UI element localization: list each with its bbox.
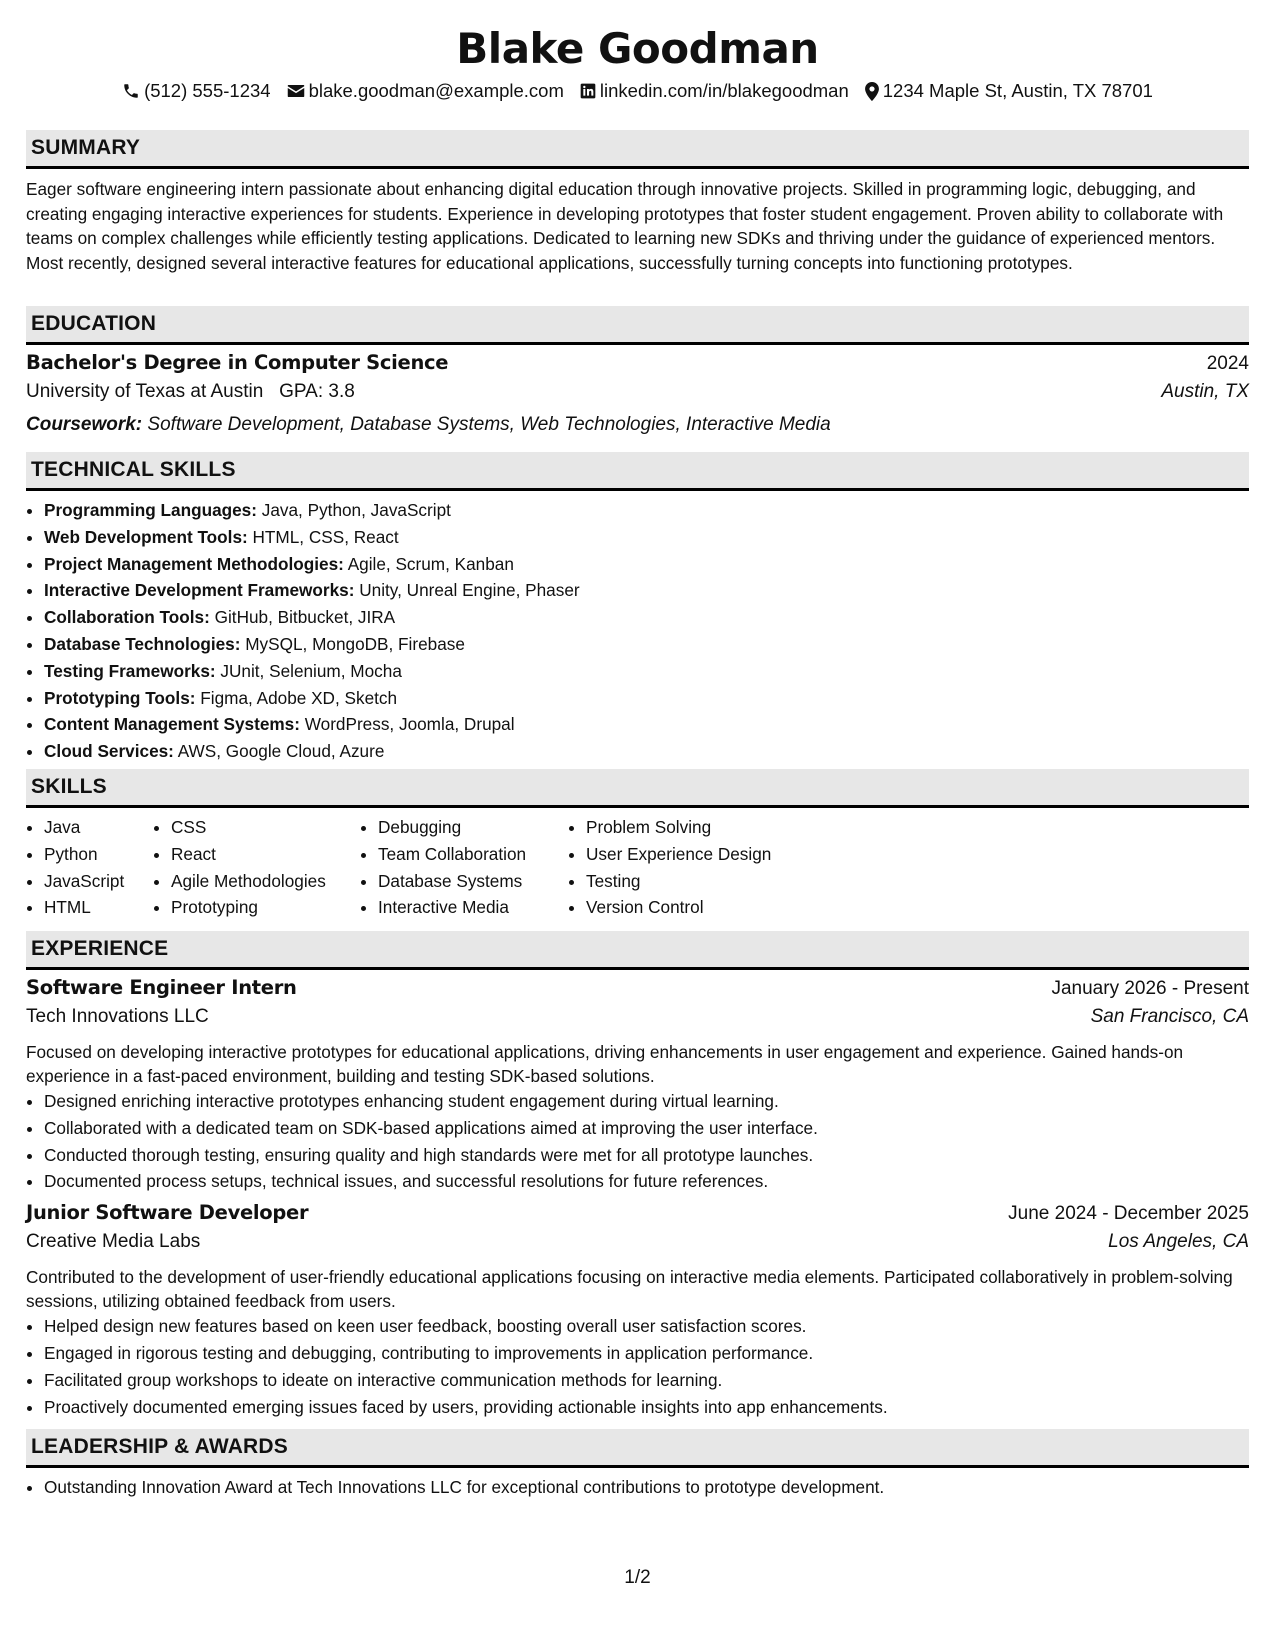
list-item: • Web Development Tools: HTML, CSS, React xyxy=(44,524,1249,551)
contact-address-text: 1234 Maple St, Austin, TX 78701 xyxy=(882,80,1153,101)
job-company-row xyxy=(26,1006,1249,1037)
list-item: • Testing xyxy=(586,868,828,895)
map-pin-icon xyxy=(865,82,879,101)
contact-linkedin[interactable] xyxy=(580,78,849,104)
job-title-row xyxy=(26,976,1249,1006)
envelope-icon xyxy=(287,83,305,99)
list-item: • JavaScript xyxy=(44,868,153,895)
job-location: Los Angeles, CA xyxy=(1108,1231,1249,1253)
linkedin-icon xyxy=(580,83,596,99)
contact-bar xyxy=(26,78,1249,104)
education-section xyxy=(26,306,1249,439)
school-location: Austin, TX xyxy=(1161,381,1249,402)
job-bullets xyxy=(26,1313,1249,1420)
list-item: • Collaboration Tools: GitHub, Bitbucket, JIRA xyxy=(44,604,1249,631)
school-name: University of Texas at Austin xyxy=(26,381,264,402)
leadership-section xyxy=(26,1429,1249,1501)
job-dates: January 2026 - Present xyxy=(1051,978,1249,999)
skills-column-2 xyxy=(153,814,360,921)
list-item: • Collaborated with a dedicated team on SDK-based applications aimed at improving the user interface. xyxy=(44,1115,1249,1142)
leadership-list xyxy=(26,1474,1249,1501)
list-item: • Team Collaboration xyxy=(378,841,568,868)
list-item: • Debugging xyxy=(378,814,568,841)
job-company: Creative Media Labs xyxy=(26,1231,201,1253)
contact-email[interactable] xyxy=(287,78,564,104)
skills-column-3 xyxy=(360,814,568,921)
list-item: • Cloud Services: AWS, Google Cloud, Azure xyxy=(44,738,1249,765)
list-item: • Engaged in rigorous testing and debugging, contributing to improvements in application performance. xyxy=(44,1340,1249,1367)
coursework-label: Coursework: xyxy=(26,414,143,435)
experience-heading: EXPERIENCE xyxy=(26,931,1249,970)
job-bullets xyxy=(26,1088,1249,1195)
degree-title: Bachelor's Degree in Computer Science xyxy=(26,351,449,374)
technical-skills-list xyxy=(26,497,1249,765)
list-item: • Interactive Media xyxy=(378,894,568,921)
degree-year: 2024 xyxy=(1206,353,1249,374)
job-entry-1 xyxy=(26,976,1249,1195)
list-item: • Conducted thorough testing, ensuring quality and high standards were met for all prototype launches. xyxy=(44,1142,1249,1169)
list-item: • Problem Solving xyxy=(586,814,828,841)
list-item: • Outstanding Innovation Award at Tech Innovations LLC for exceptional contributions to prototype development. xyxy=(44,1474,1249,1501)
list-item: • Programming Languages: Java, Python, JavaScript xyxy=(44,497,1249,524)
skills-heading: SKILLS xyxy=(26,769,1249,808)
list-item: • Facilitated group workshops to ideate on interactive communication methods for learning. xyxy=(44,1367,1249,1394)
contact-phone[interactable] xyxy=(122,78,271,104)
list-item: • Prototyping xyxy=(171,894,360,921)
contact-address xyxy=(865,78,1153,104)
list-item: • Content Management Systems: WordPress, Joomla, Drupal xyxy=(44,711,1249,738)
school-line xyxy=(26,381,355,403)
skills-columns xyxy=(26,814,1249,921)
skills-section xyxy=(26,769,1249,921)
education-school-row xyxy=(26,381,1249,410)
technical-skills-heading: TECHNICAL SKILLS xyxy=(26,452,1249,491)
list-item: • Designed enriching interactive prototypes enhancing student engagement during virtual learning. xyxy=(44,1088,1249,1115)
coursework-line xyxy=(26,410,1249,439)
list-item: • Java xyxy=(44,814,153,841)
contact-phone-text: (512) 555-1234 xyxy=(144,80,271,101)
phone-icon xyxy=(122,82,140,100)
contact-email-text: blake.goodman@example.com xyxy=(308,80,564,101)
job-summary: Focused on developing interactive prototypes for educational applications, driving enhancements in user engagement and experience. Gained hands-on experience in a fast-paced environment, building and testing SDK-based solutions. xyxy=(26,1042,1184,1086)
list-item: • Testing Frameworks: JUnit, Selenium, Mocha xyxy=(44,658,1249,685)
job-dates: June 2024 - December 2025 xyxy=(1008,1203,1249,1225)
job-company-row xyxy=(26,1231,1249,1262)
summary-section xyxy=(26,130,1249,275)
list-item: • Prototyping Tools: Figma, Adobe XD, Sketch xyxy=(44,685,1249,712)
list-item: • HTML xyxy=(44,894,153,921)
list-item: • Agile Methodologies xyxy=(171,868,360,895)
list-item: • Database Systems xyxy=(378,868,568,895)
list-item: • React xyxy=(171,841,360,868)
leadership-heading: LEADERSHIP & AWARDS xyxy=(26,1429,1249,1468)
job-summary: Contributed to the development of user-friendly educational applications focusing on interactive media elements. Participated collaboratively in problem-solving sessions, utilizing obtained feedback from users. xyxy=(26,1267,1233,1311)
list-item: • Proactively documented emerging issues faced by users, providing actionable insights into app enhancements. xyxy=(44,1394,1249,1421)
contact-linkedin-text: linkedin.com/in/blakegoodman xyxy=(599,80,849,101)
education-heading: EDUCATION xyxy=(26,306,1249,345)
list-item: • User Experience Design xyxy=(586,841,828,868)
summary-text: Eager software engineering intern passionate about enhancing digital education through innovative projects. Skilled in programming logic, debugging, and creating engaging interactive experiences for students. Experience in developing prototypes that foster student engagement. Proven ability to collaborate with teams on complex challenges while efficiently testing applications. Dedicated to learning new SDKs and thriving under the guidance of experienced mentors. Most recently, designed several interactive features for educational applications, successfully turning concepts into functioning prototypes. xyxy=(26,179,1224,273)
technical-skills-section xyxy=(26,452,1249,765)
list-item: • Database Technologies: MySQL, MongoDB, Firebase xyxy=(44,631,1249,658)
candidate-name: Blake Goodman xyxy=(456,24,819,73)
summary-heading: SUMMARY xyxy=(26,130,1249,169)
list-item: • Python xyxy=(44,841,153,868)
skills-column-1 xyxy=(26,814,153,921)
list-item: • Interactive Development Frameworks: Unity, Unreal Engine, Phaser xyxy=(44,577,1249,604)
skills-column-4 xyxy=(568,814,828,921)
job-entry-2 xyxy=(26,1201,1249,1420)
job-title: Junior Software Developer xyxy=(26,1201,309,1225)
job-title: Software Engineer Intern xyxy=(26,976,297,999)
job-location: San Francisco, CA xyxy=(1090,1006,1249,1027)
experience-section xyxy=(26,931,1249,1420)
coursework-list: Software Development, Database Systems, Web Technologies, Interactive Media xyxy=(147,414,831,435)
list-item: • CSS xyxy=(171,814,360,841)
job-title-row xyxy=(26,1201,1249,1231)
list-item: • Project Management Methodologies: Agile, Scrum, Kanban xyxy=(44,551,1249,578)
job-company: Tech Innovations LLC xyxy=(26,1006,209,1027)
list-item: • Documented process setups, technical issues, and successful resolutions for future references. xyxy=(44,1168,1249,1195)
list-item: • Helped design new features based on keen user feedback, boosting overall user satisfaction scores. xyxy=(44,1313,1249,1340)
page-number: 1/2 xyxy=(624,1567,651,1588)
gpa: GPA: 3.8 xyxy=(279,381,355,402)
education-degree-row xyxy=(26,351,1249,381)
list-item: • Version Control xyxy=(586,894,828,921)
